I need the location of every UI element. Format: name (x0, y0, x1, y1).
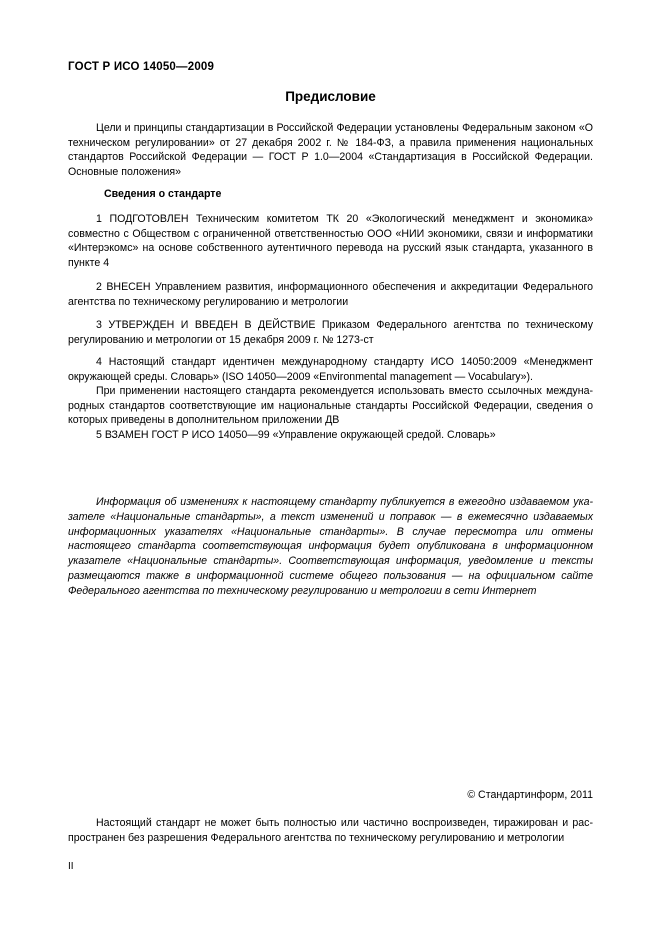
standard-code: ГОСТ Р ИСО 14050—2009 (68, 61, 215, 73)
copyright-line: © Стандартинформ, 2011 (467, 789, 593, 801)
change-information-notice: Информация об изменениях к настоящему стандарту публикуется в ежегодно издаваемом указателе «Национальные стандарты», а текст изменений и поправок — в ежемесячно издаваемых информационных указателях «Национальные стандарты». В случае пересмотра или отмены настоящего стандарта соответствующая информация будет опубликована в информационном указателе «Национальные стандарты». Соответствующая информация, уведомление и тексты размещаются также в информационной системе общего пользования — на официальном сайте Федерального агентства по техническому регулированию и метрологии в сети Интернет (68, 496, 593, 597)
clause-4-note: При применении настоящего стандарта рекомендуется использовать вместо ссылочных международных стандартов соответствующие им национальные стандарты Российской Федерации, сведения о которых приведены в дополнительном приложении ДВ (68, 385, 593, 427)
page-number: II (68, 861, 74, 872)
page-title: Предисловие (285, 89, 376, 104)
clause-4: 4 Настоящий стандарт идентичен международному стандарту ИСО 14050:2009 «Менеджмент окружающей среды. Словарь» (ISO 14050—2009 «Environmental management — Vocabulary»). (68, 356, 593, 383)
clause-3: 3 УТВЕРЖДЕН И ВВЕДЕН В ДЕЙСТВИЕ Приказом Федерального агентства по техническому регулированию и метрологии от 15 декабря 2009 г. № 1273-ст (68, 319, 593, 346)
clause-5: 5 ВЗАМЕН ГОСТ Р ИСО 14050—99 «Управление окружающей средой. Словарь» (96, 429, 496, 441)
clause-1: 1 ПОДГОТОВЛЕН Техническим комитетом ТК 20 «Экологический менеджмент и экономика» совместно с Обществом с ограниченной ответственностью ООО «НИИ экономики, связи и информатики «Интерэкомс» на основе собственного аутентичного перевода на русский язык стандарта, указанного в пункте 4 (68, 213, 593, 269)
section-heading-standard-info: Сведения о стандарте (104, 188, 222, 200)
intro-paragraph: Цели и принципы стандартизации в Российской Федерации установлены Федеральным законом «О техническом регулировании» от 27 декабря 2002 г. № 184-ФЗ, а правила применения национальных стандартов Российской Федерации — ГОСТ Р 1.0—2004 «Стандартизация в Российской Федерации. Основные положения» (68, 122, 593, 178)
clause-2: 2 ВНЕСЕН Управлением развития, информационного обеспечения и аккредитации Федерального агентства по техническому регулированию и метрологии (68, 281, 593, 308)
reproduction-notice: Настоящий стандарт не может быть полностью или частично воспроизведен, тиражирован и распространен без разрешения Федерального агентства по техническому регулированию и метрологии (68, 817, 593, 844)
